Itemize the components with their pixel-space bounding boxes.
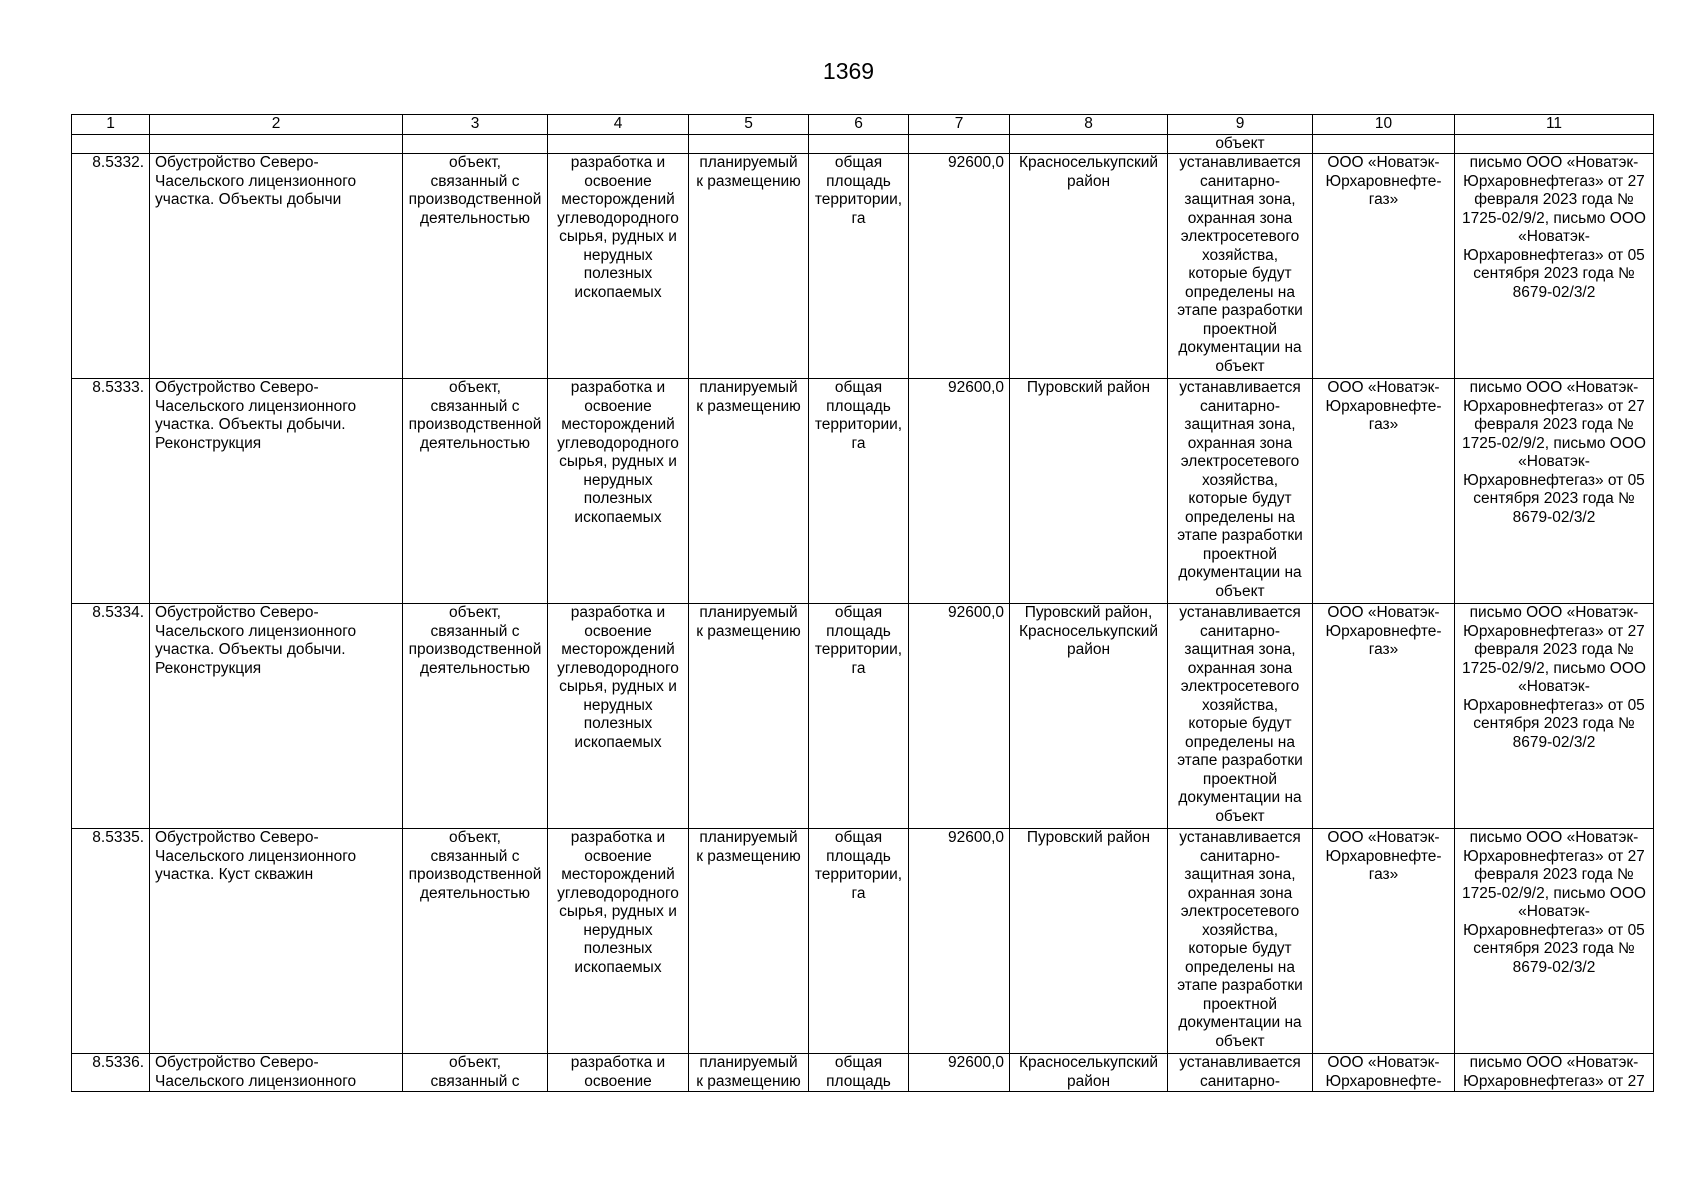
column-number: 4 bbox=[548, 115, 689, 135]
basis-document: письмо ООО «Новатэк- Юрхаровнефтегаз» от 27 февраля 2023 года № 1725-02/9/2, письмо ООО «Новатэк- Юрхаровнефтегаз» от 05 сентября 2023 года № 8679-02/3/2 bbox=[1455, 154, 1654, 379]
object-name: Обустройство Северо- Часельского лицензионного участка. Объекты добычи. Реконструкция bbox=[150, 604, 403, 829]
object-status: планируемый к размещению bbox=[689, 154, 809, 379]
object-type: объект, связанный с производственной деятельностью bbox=[403, 379, 548, 604]
object-name: Обустройство Северо- Часельского лицензионного участка. Объекты добычи. Реконструкция bbox=[150, 379, 403, 604]
object-name: Обустройство Северо- Часельского лицензионного участка. Объекты добычи bbox=[150, 154, 403, 379]
object-status: планируемый к размещению bbox=[689, 604, 809, 829]
row-number: 8.5334. bbox=[72, 604, 150, 829]
table-cell bbox=[1313, 134, 1455, 154]
row-number: 8.5333. bbox=[72, 379, 150, 604]
object-purpose: разработка и освоение месторождений углеводородного сырья, рудных и нерудных полезных ископаемых bbox=[548, 154, 689, 379]
characteristic-name: общая площадь территории, га bbox=[809, 604, 909, 829]
organization: ООО «Новатэк- Юрхаровнефте- газ» bbox=[1313, 829, 1455, 1054]
object-type: объект, связанный с производственной деятельностью bbox=[403, 154, 548, 379]
row-number: 8.5335. bbox=[72, 829, 150, 1054]
district: Красноселькупский район bbox=[1010, 1054, 1168, 1092]
characteristic-name: общая площадь территории, га bbox=[809, 379, 909, 604]
column-number-row bbox=[72, 115, 1654, 135]
table-cell bbox=[1010, 134, 1168, 154]
object-name: Обустройство Северо- Часельского лицензионного участка. Куст скважин bbox=[150, 829, 403, 1054]
object-purpose: разработка и освоение bbox=[548, 1054, 689, 1092]
column-number: 11 bbox=[1455, 115, 1654, 135]
table-row bbox=[72, 604, 1654, 829]
column-number: 7 bbox=[909, 115, 1010, 135]
object-type: объект, связанный с производственной деятельностью bbox=[403, 604, 548, 829]
object-type: объект, связанный с производственной деятельностью bbox=[403, 829, 548, 1054]
zone-description: устанавливается санитарно- защитная зона, охранная зона электросетевого хозяйства, которые будут определены на этапе разработки проектной документации на объект bbox=[1168, 829, 1313, 1054]
object-status: планируемый к размещению bbox=[689, 1054, 809, 1092]
table-row bbox=[72, 379, 1654, 604]
page-number: 1369 bbox=[822, 58, 875, 84]
zone-description: устанавливается санитарно- bbox=[1168, 1054, 1313, 1092]
basis-document: письмо ООО «Новатэк- Юрхаровнефтегаз» от 27 bbox=[1455, 1054, 1654, 1092]
district: Красноселькупский район bbox=[1010, 154, 1168, 379]
characteristic-value: 92600,0 bbox=[909, 154, 1010, 379]
object-purpose: разработка и освоение месторождений углеводородного сырья, рудных и нерудных полезных ископаемых bbox=[548, 379, 689, 604]
continuation-zone-cell: объект bbox=[1168, 134, 1313, 154]
table-cell bbox=[909, 134, 1010, 154]
organization: ООО «Новатэк- Юрхаровнефте- bbox=[1313, 1054, 1455, 1092]
table-row bbox=[72, 154, 1654, 379]
organization: ООО «Новатэк- Юрхаровнефте- газ» bbox=[1313, 379, 1455, 604]
column-number: 10 bbox=[1313, 115, 1455, 135]
district: Пуровский район bbox=[1010, 379, 1168, 604]
district: Пуровский район, Красноселькупский район bbox=[1010, 604, 1168, 829]
object-name: Обустройство Северо- Часельского лицензионного bbox=[150, 1054, 403, 1092]
zone-description: устанавливается санитарно- защитная зона, охранная зона электросетевого хозяйства, которые будут определены на этапе разработки проектной документации на объект bbox=[1168, 154, 1313, 379]
table-cell bbox=[72, 134, 150, 154]
object-status: планируемый к размещению bbox=[689, 379, 809, 604]
object-type: объект, связанный с bbox=[403, 1054, 548, 1092]
basis-document: письмо ООО «Новатэк- Юрхаровнефтегаз» от 27 февраля 2023 года № 1725-02/9/2, письмо ООО «Новатэк- Юрхаровнефтегаз» от 05 сентября 2023 года № 8679-02/3/2 bbox=[1455, 829, 1654, 1054]
table-cell bbox=[809, 134, 909, 154]
zone-description: устанавливается санитарно- защитная зона, охранная зона электросетевого хозяйства, которые будут определены на этапе разработки проектной документации на объект bbox=[1168, 604, 1313, 829]
column-number: 6 bbox=[809, 115, 909, 135]
characteristic-value: 92600,0 bbox=[909, 1054, 1010, 1092]
table-row bbox=[72, 829, 1654, 1054]
characteristic-name: общая площадь территории, га bbox=[809, 829, 909, 1054]
object-status: планируемый к размещению bbox=[689, 829, 809, 1054]
table-row bbox=[72, 1054, 1654, 1092]
object-purpose: разработка и освоение месторождений углеводородного сырья, рудных и нерудных полезных ископаемых bbox=[548, 829, 689, 1054]
continuation-row bbox=[72, 134, 1654, 154]
table-cell bbox=[689, 134, 809, 154]
column-number: 2 bbox=[150, 115, 403, 135]
table-cell bbox=[403, 134, 548, 154]
basis-document: письмо ООО «Новатэк- Юрхаровнефтегаз» от 27 февраля 2023 года № 1725-02/9/2, письмо ООО «Новатэк- Юрхаровнефтегаз» от 05 сентября 2023 года № 8679-02/3/2 bbox=[1455, 379, 1654, 604]
register-table bbox=[71, 114, 1654, 1092]
characteristic-name: общая площадь территории, га bbox=[809, 154, 909, 379]
column-number: 8 bbox=[1010, 115, 1168, 135]
row-number: 8.5332. bbox=[72, 154, 150, 379]
table-cell bbox=[150, 134, 403, 154]
organization: ООО «Новатэк- Юрхаровнефте- газ» bbox=[1313, 604, 1455, 829]
characteristic-value: 92600,0 bbox=[909, 379, 1010, 604]
column-number: 1 bbox=[72, 115, 150, 135]
zone-description: устанавливается санитарно- защитная зона, охранная зона электросетевого хозяйства, которые будут определены на этапе разработки проектной документации на объект bbox=[1168, 379, 1313, 604]
district: Пуровский район bbox=[1010, 829, 1168, 1054]
column-number: 9 bbox=[1168, 115, 1313, 135]
column-number: 3 bbox=[403, 115, 548, 135]
table-cell bbox=[1455, 134, 1654, 154]
object-purpose: разработка и освоение месторождений углеводородного сырья, рудных и нерудных полезных ископаемых bbox=[548, 604, 689, 829]
characteristic-value: 92600,0 bbox=[909, 829, 1010, 1054]
organization: ООО «Новатэк- Юрхаровнефте- газ» bbox=[1313, 154, 1455, 379]
table-cell bbox=[548, 134, 689, 154]
basis-document: письмо ООО «Новатэк- Юрхаровнефтегаз» от 27 февраля 2023 года № 1725-02/9/2, письмо ООО «Новатэк- Юрхаровнефтегаз» от 05 сентября 2023 года № 8679-02/3/2 bbox=[1455, 604, 1654, 829]
column-number: 5 bbox=[689, 115, 809, 135]
characteristic-name: общая площадь bbox=[809, 1054, 909, 1092]
characteristic-value: 92600,0 bbox=[909, 604, 1010, 829]
row-number: 8.5336. bbox=[72, 1054, 150, 1092]
